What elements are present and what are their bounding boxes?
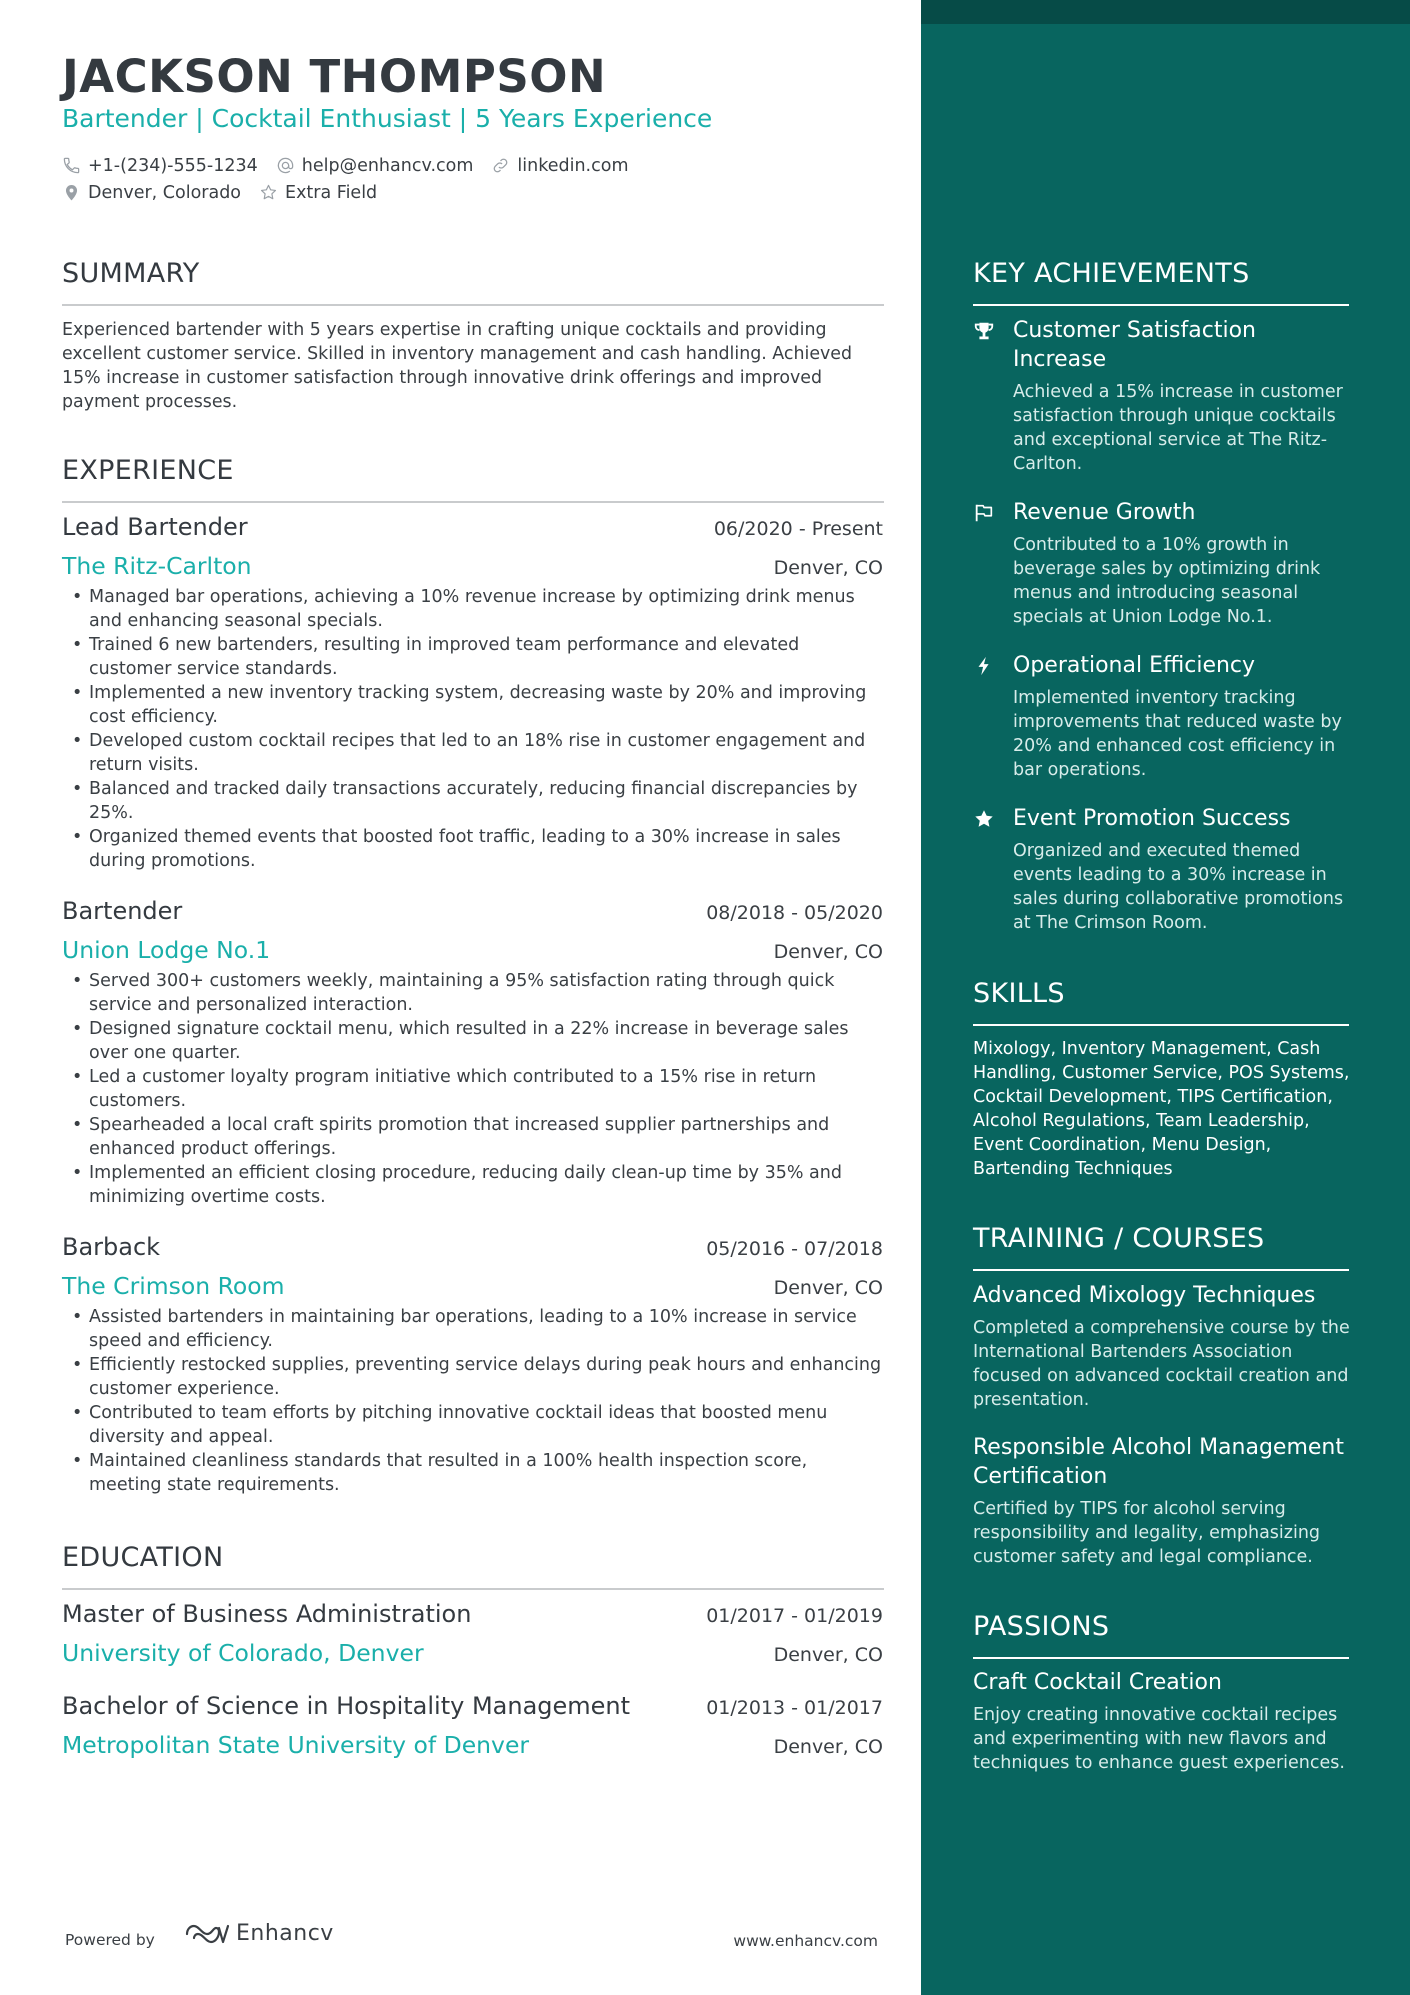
lightning-icon [973, 655, 995, 677]
education-dates: 01/2013 - 01/2017 [706, 1697, 883, 1719]
training-desc: Certified by TIPS for alcohol serving responsibility and legality, emphasizing customer safety and legal compliance. [973, 1499, 1321, 1567]
phone-icon [62, 156, 81, 175]
job-location: Denver, CO [773, 941, 883, 963]
training-heading: TRAINING / COURSES [973, 1223, 1265, 1254]
job-bullet: • Efficiently restocked supplies, preventing service delays during peak hours and enhancing customer experience. [62, 1353, 883, 1401]
star-icon [973, 808, 995, 830]
training-desc: Completed a comprehensive course by the International Bartenders Association focused on advanced cocktail creation and presentation. [973, 1318, 1350, 1410]
job-entry [62, 513, 883, 873]
school-location: Denver, CO [773, 1736, 883, 1758]
trophy-icon [973, 320, 995, 342]
at-icon [276, 156, 295, 175]
job-bullet: • Served 300+ customers weekly, maintaining a 95% satisfaction rating through quick service and personalized interaction. [62, 969, 883, 1017]
training-item [973, 1433, 1353, 1569]
contact-phone[interactable] [62, 156, 258, 176]
achievement-item [973, 651, 1349, 782]
achievement-desc: Achieved a 15% increase in customer satisfaction through unique cocktails and exceptional service at The Ritz-Carlton. [1013, 382, 1343, 474]
education-entry [62, 1600, 883, 1667]
skills-heading: SKILLS [973, 978, 1065, 1009]
enhancv-logo-text: Enhancv [236, 1921, 334, 1946]
sidebar-top-bar [921, 0, 1410, 24]
achievement-title: Customer Satisfaction Increase [1013, 318, 1256, 372]
enhancv-logo[interactable] [184, 1921, 334, 1946]
achievement-title: Operational Efficiency [1013, 653, 1256, 678]
job-dates: 08/2018 - 05/2020 [706, 902, 883, 924]
achievements-divider [973, 304, 1349, 306]
passion-desc: Enjoy creating innovative cocktail recipes and experimenting with new flavors and techniques to enhance guest experiences. [973, 1705, 1345, 1773]
summary-divider [62, 304, 884, 306]
job-company: The Crimson Room [62, 1272, 285, 1300]
degree-title: Master of Business Administration [62, 1600, 472, 1628]
job-dates: 06/2020 - Present [713, 518, 883, 540]
summary-heading: SUMMARY [62, 258, 200, 289]
job-title: Barback [62, 1233, 161, 1261]
education-divider [62, 1588, 884, 1590]
enhancv-logo-icon [184, 1922, 230, 1946]
school-name: University of Colorado, Denver [62, 1639, 424, 1667]
education-dates: 01/2017 - 01/2019 [706, 1605, 883, 1627]
passions-heading: PASSIONS [973, 1611, 1110, 1642]
job-bullet: • Trained 6 new bartenders, resulting in improved team performance and elevated customer service standards. [62, 633, 883, 681]
job-bullets [62, 1305, 883, 1497]
job-bullet: • Implemented an efficient closing procedure, reducing daily clean-up time by 35% and minimizing overtime costs. [62, 1161, 883, 1209]
candidate-name: JACKSON THOMPSON [62, 50, 607, 103]
job-bullets [62, 969, 883, 1209]
star-outline-icon [259, 183, 278, 202]
job-bullet: • Developed custom cocktail recipes that led to an 18% rise in customer engagement and return visits. [62, 729, 883, 777]
job-bullet: • Managed bar operations, achieving a 10% revenue increase by optimizing drink menus and enhancing seasonal specials. [62, 585, 883, 633]
powered-by-label: Powered by [65, 1931, 155, 1949]
contact-info [62, 152, 647, 206]
job-bullet: • Maintained cleanliness standards that resulted in a 100% health inspection score, meeting state requirements. [62, 1449, 883, 1497]
achievement-item [973, 804, 1349, 935]
job-bullet: • Spearheaded a local craft spirits promotion that increased supplier partnerships and enhanced product offerings. [62, 1113, 883, 1161]
achievement-desc: Contributed to a 10% growth in beverage sales by optimizing drink menus and introducing seasonal specials at Union Lodge No.1. [1013, 535, 1321, 627]
job-company: The Ritz-Carlton [62, 552, 252, 580]
school-name: Metropolitan State University of Denver [62, 1731, 530, 1759]
achievement-desc: Implemented inventory tracking improvements that reduced waste by 20% and enhanced cost efficiency in bar operations. [1013, 688, 1342, 780]
achievement-item [973, 316, 1349, 476]
job-bullet: • Balanced and tracked daily transactions accurately, reducing financial discrepancies by 25%. [62, 777, 883, 825]
candidate-tagline: Bartender | Cocktail Enthusiast | 5 Years Experience [62, 104, 713, 133]
passion-item [973, 1668, 1353, 1775]
job-title: Bartender [62, 897, 183, 925]
job-location: Denver, CO [773, 557, 883, 579]
job-bullet: • Designed signature cocktail menu, which resulted in a 22% increase in beverage sales over one quarter. [62, 1017, 883, 1065]
experience-divider [62, 501, 884, 503]
skills-list: Mixology, Inventory Management, Cash Handling, Customer Service, POS Systems, Cocktail Development, TIPS Certification, Alcohol Regulations, Team Leadership, Event Coordination, Menu Design, Bartending Techniques [973, 1039, 1350, 1179]
contact-linkedin[interactable] [491, 156, 628, 176]
job-title: Lead Bartender [62, 513, 248, 541]
job-dates: 05/2016 - 07/2018 [706, 1238, 883, 1260]
achievement-title: Revenue Growth [1013, 500, 1196, 525]
phone-text: +1-(234)-555-1234 [88, 155, 258, 176]
achievement-title: Event Promotion Success [1013, 806, 1291, 831]
flag-icon [973, 502, 995, 524]
job-location: Denver, CO [773, 1277, 883, 1299]
education-heading: EDUCATION [62, 1542, 224, 1573]
extra-field-text: Extra Field [285, 182, 378, 203]
job-bullets [62, 585, 883, 873]
sidebar [921, 0, 1410, 1995]
summary-text: Experienced bartender with 5 years expertise in crafting unique cocktails and providing excellent customer service. Skilled in inventory management and cash handling. Achieved 15% increase in customer satisfaction through innovative drink offerings and improved payment processes. [62, 320, 853, 412]
school-location: Denver, CO [773, 1644, 883, 1666]
training-title: Responsible Alcohol Management Certification [973, 1435, 1344, 1489]
location-text: Denver, Colorado [88, 182, 242, 203]
training-item [973, 1281, 1353, 1412]
passion-title: Craft Cocktail Creation [973, 1670, 1222, 1695]
site-link[interactable]: www.enhancv.com [733, 1932, 878, 1950]
achievement-desc: Organized and executed themed events leading to a 30% increase in sales during collaborative promotions at The Crimson Room. [1013, 841, 1344, 933]
job-bullet: • Assisted bartenders in maintaining bar operations, leading to a 10% increase in service speed and efficiency. [62, 1305, 883, 1353]
skills-divider [973, 1024, 1349, 1026]
link-icon [491, 156, 510, 175]
job-bullet: • Implemented a new inventory tracking system, decreasing waste by 20% and improving cost efficiency. [62, 681, 883, 729]
job-entry [62, 1233, 883, 1497]
experience-heading: EXPERIENCE [62, 455, 234, 486]
job-bullet: • Led a customer loyalty program initiative which contributed to a 15% rise in return customers. [62, 1065, 883, 1113]
contact-email[interactable] [276, 156, 474, 176]
education-entry [62, 1692, 883, 1759]
job-company: Union Lodge No.1 [62, 936, 271, 964]
location-pin-icon [62, 183, 81, 202]
achievements-heading: KEY ACHIEVEMENTS [973, 258, 1250, 289]
job-bullet: • Organized themed events that boosted foot traffic, leading to a 30% increase in sales during promotions. [62, 825, 883, 873]
achievement-item [973, 498, 1349, 629]
degree-title: Bachelor of Science in Hospitality Management [62, 1692, 631, 1720]
passions-divider [973, 1657, 1349, 1659]
training-divider [973, 1269, 1349, 1271]
linkedin-text: linkedin.com [517, 155, 629, 176]
job-entry [62, 897, 883, 1209]
contact-extra [259, 183, 377, 203]
email-text: help@enhancv.com [301, 155, 474, 176]
contact-location [62, 183, 241, 203]
training-title: Advanced Mixology Techniques [973, 1283, 1316, 1308]
job-bullet: • Contributed to team efforts by pitching innovative cocktail ideas that boosted menu diversity and appeal. [62, 1401, 883, 1449]
